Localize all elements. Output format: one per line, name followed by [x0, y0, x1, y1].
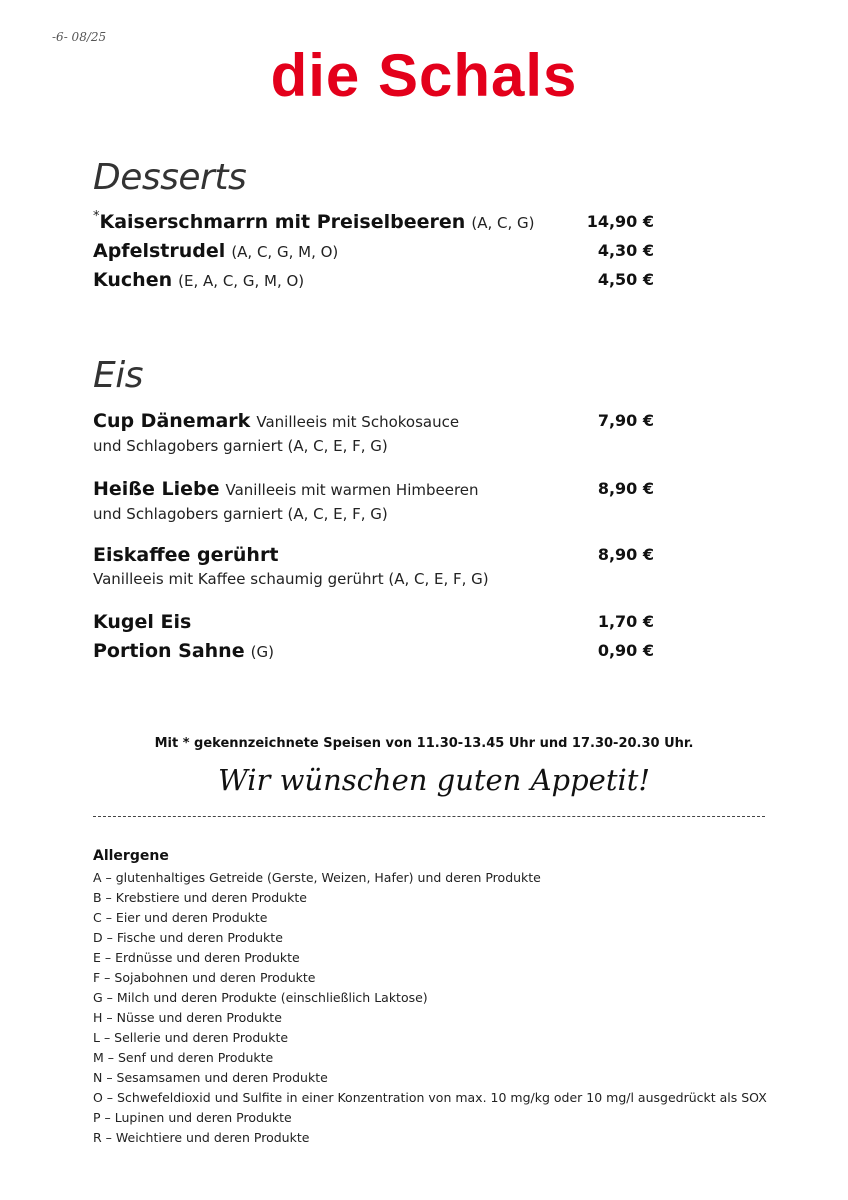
- item-name: Kuchen: [93, 269, 173, 291]
- greeting-script: Wir wünschen guten Appetit!: [217, 763, 651, 797]
- page-reference: -6- 08/25: [52, 30, 107, 44]
- item-name: Heiße Liebe: [93, 478, 220, 500]
- allergen-heading: Allergene: [93, 848, 169, 864]
- menu-item-portion-sahne: [93, 637, 654, 666]
- allergen-item: C – Eier und deren Produkte: [93, 910, 268, 925]
- allergen-item: F – Sojabohnen und deren Produkte: [93, 970, 316, 985]
- menu-item-kugel-eis: [93, 608, 654, 636]
- item-name: Cup Dänemark: [93, 410, 251, 432]
- allergen-item: A – glutenhaltiges Getreide (Gerste, Weizen, Hafer) und deren Produkte: [93, 870, 541, 885]
- allergen-list: [93, 868, 767, 1148]
- menu-item-cup-daenemark: [93, 407, 654, 457]
- item-name: Portion Sahne: [93, 640, 245, 662]
- allergen-item: E – Erdnüsse und deren Produkte: [93, 950, 300, 965]
- item-price: 4,30 €: [597, 241, 654, 260]
- item-price: 8,90 €: [597, 479, 654, 498]
- allergen-item: R – Weichtiere und deren Produkte: [93, 1130, 310, 1145]
- item-price: 4,50 €: [597, 270, 654, 289]
- item-description: Vanilleeis mit warmen Himbeeren: [225, 481, 479, 499]
- item-price: 8,90 €: [597, 545, 654, 564]
- allergen-item: G – Milch und deren Produkte (einschließlich Laktose): [93, 990, 428, 1005]
- section-title-desserts: Desserts: [93, 157, 247, 198]
- menu-item-kaiserschmarrn: [93, 208, 654, 237]
- menu-item-apfelstrudel: [93, 237, 654, 266]
- item-allergens: (E, A, C, G, M, O): [178, 272, 305, 290]
- allergen-item: H – Nüsse und deren Produkte: [93, 1010, 282, 1025]
- item-name: Apfelstrudel: [93, 240, 226, 262]
- menu-item-kuchen: [93, 266, 654, 295]
- item-allergens: (A, C, G, M, O): [231, 243, 339, 261]
- item-description-continued: und Schlagobers garniert (A, C, E, F, G): [93, 505, 388, 523]
- item-name: Kaiserschmarrn mit Preiselbeeren: [99, 211, 466, 233]
- allergen-item: B – Krebstiere und deren Produkte: [93, 890, 307, 905]
- dashed-divider: [93, 816, 765, 817]
- item-price: 7,90 €: [597, 411, 654, 430]
- serving-hours-note: Mit * gekennzeichnete Speisen von 11.30-13.45 Uhr und 17.30-20.30 Uhr.: [154, 736, 694, 751]
- item-name: Kugel Eis: [93, 611, 192, 633]
- allergen-item: L – Sellerie und deren Produkte: [93, 1030, 289, 1045]
- section-title-eis: Eis: [93, 355, 144, 396]
- allergen-item: O – Schwefeldioxid und Sulfite in einer Konzentration von max. 10 mg/kg oder 10 mg/l ausgedrückt als SOX: [93, 1090, 767, 1105]
- allergen-item: D – Fische und deren Produkte: [93, 930, 283, 945]
- allergen-item: P – Lupinen und deren Produkte: [93, 1110, 292, 1125]
- menu-item-eiskaffee: [93, 541, 654, 590]
- allergen-item: N – Sesamsamen und deren Produkte: [93, 1070, 328, 1085]
- item-allergens: (G): [250, 643, 274, 661]
- item-allergens: (A, C, G): [471, 214, 535, 232]
- item-name: Eiskaffee gerührt: [93, 544, 279, 566]
- asterisk-marker: *: [93, 209, 100, 224]
- item-price: 1,70 €: [597, 612, 654, 631]
- menu-item-heisse-liebe: [93, 475, 654, 525]
- item-description: Vanilleeis mit Kaffee schaumig gerührt (A, C, E, F, G): [93, 570, 489, 588]
- item-description: Vanilleeis mit Schokosauce: [256, 413, 460, 431]
- restaurant-logo: die Schals: [270, 42, 578, 109]
- item-description-continued: und Schlagobers garniert (A, C, E, F, G): [93, 437, 388, 455]
- item-price: 0,90 €: [597, 641, 654, 660]
- allergen-item: M – Senf und deren Produkte: [93, 1050, 274, 1065]
- item-price: 14,90 €: [586, 212, 654, 231]
